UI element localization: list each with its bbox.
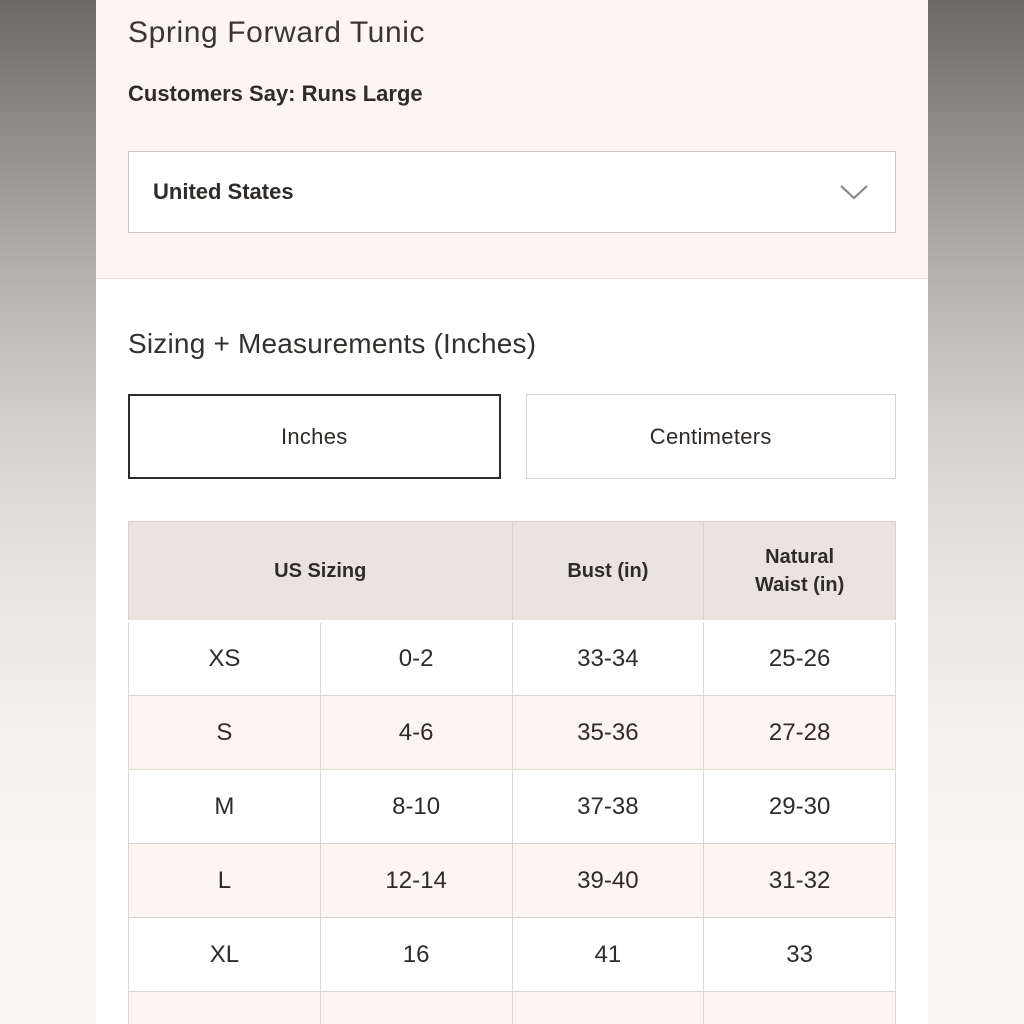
unit-toggle-inches[interactable]: Inches: [128, 394, 501, 479]
size-chart-table: [128, 521, 896, 1024]
size-guide-panel: [96, 0, 928, 1024]
table-row-s: [129, 696, 896, 770]
unit-toggle: [128, 394, 896, 479]
sizing-section: [96, 279, 928, 1024]
header-bust: Bust (in): [512, 522, 704, 622]
country-select[interactable]: [128, 151, 896, 233]
product-title: Spring Forward Tunic: [128, 16, 426, 49]
table-row-partial: [129, 992, 896, 1024]
cell-bust: 41: [512, 918, 704, 992]
cell-us-size: 8-10: [320, 770, 512, 844]
cell-us-size: 0-2: [320, 622, 512, 696]
cell-waist: 29-30: [704, 770, 896, 844]
product-header-section: [96, 0, 928, 279]
header-natural-waist: [704, 522, 896, 622]
header-natural-waist-label: Natural Waist (in): [755, 546, 845, 596]
cell-size: L: [129, 844, 321, 918]
cell-bust: 37-38: [512, 770, 704, 844]
country-select-value: United States: [153, 179, 294, 204]
header-us-sizing: US Sizing: [129, 522, 513, 622]
cell-size: M: [129, 770, 321, 844]
table-row-xs: [129, 622, 896, 696]
cell-waist: 27-28: [704, 696, 896, 770]
cell-us-size: 12-14: [320, 844, 512, 918]
cell-waist: 25-26: [704, 622, 896, 696]
cell-size: XS: [129, 622, 321, 696]
table-row-l: [129, 844, 896, 918]
cell-waist: 33: [704, 918, 896, 992]
table-row-xl: [129, 918, 896, 992]
cell-waist: 31-32: [704, 844, 896, 918]
chevron-down-icon: [839, 184, 869, 200]
section-heading: Sizing + Measurements (Inches): [128, 328, 537, 359]
cell-bust: 39-40: [512, 844, 704, 918]
cell-bust: 33-34: [512, 622, 704, 696]
table-header-row: [129, 522, 896, 622]
fit-note: Customers Say: Runs Large: [128, 81, 423, 106]
table-row-m: [129, 770, 896, 844]
cell-us-size: 4-6: [320, 696, 512, 770]
cell-us-size: 16: [320, 918, 512, 992]
cell-bust: 35-36: [512, 696, 704, 770]
cell-size: S: [129, 696, 321, 770]
cell-size: XL: [129, 918, 321, 992]
unit-toggle-centimeters[interactable]: Centimeters: [526, 394, 897, 479]
